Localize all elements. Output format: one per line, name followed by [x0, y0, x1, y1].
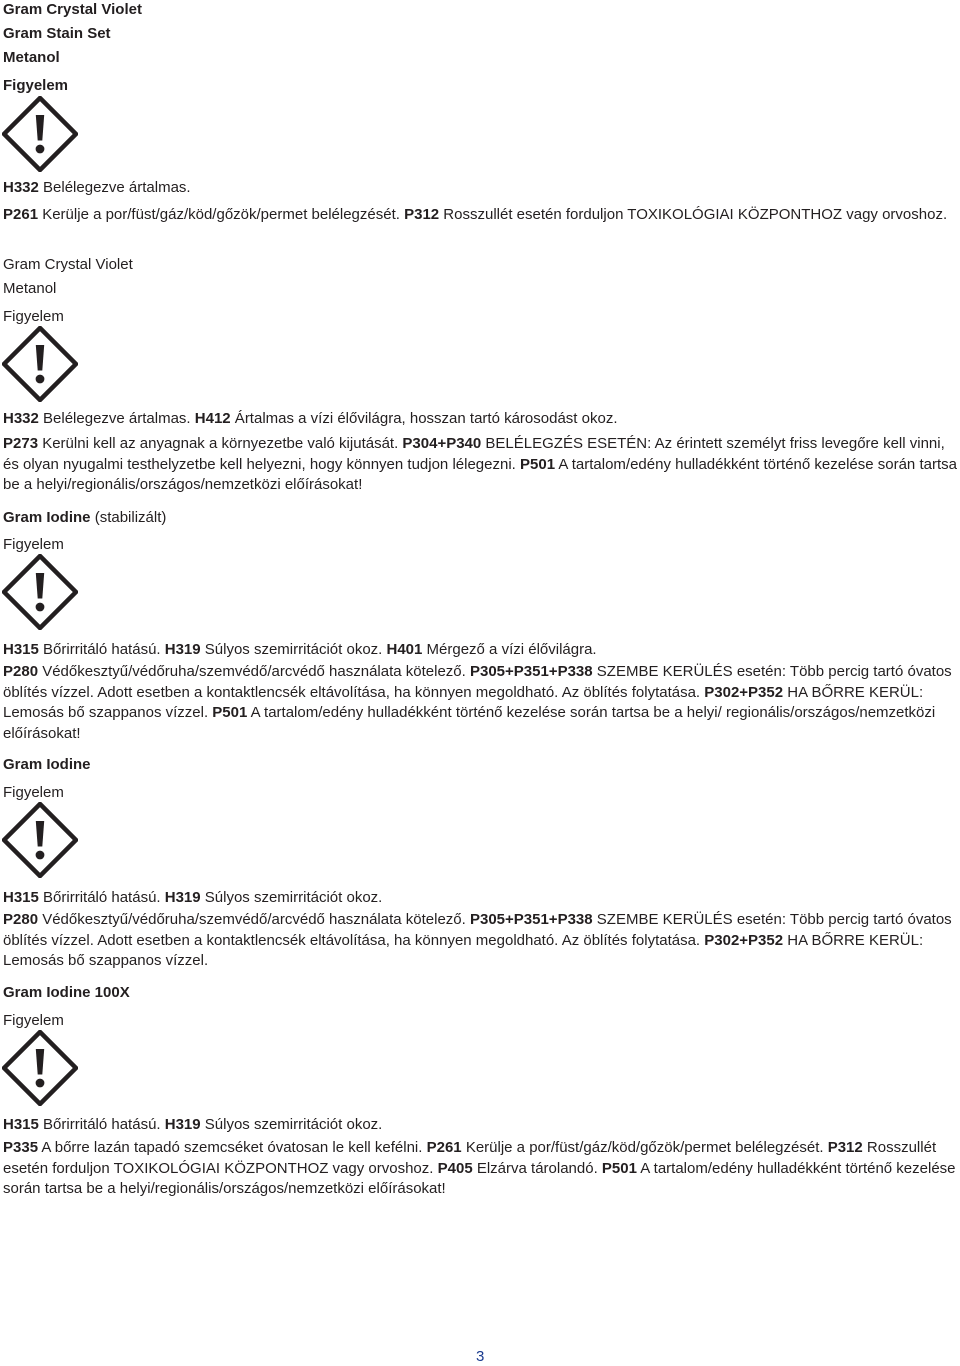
statement-text: Súlyos szemirritációt okoz. — [200, 1116, 383, 1133]
statement-code: H319 — [164, 889, 201, 906]
statement-code: H315 — [3, 641, 39, 658]
statement-code: P305+P351+P338 — [469, 663, 593, 680]
statement-code: P280 — [3, 911, 39, 928]
statement-text: A tartalom/edény hulladékként történő kezelése során tartsa be a helyi/regionális/országos/nemzetközi előírásokat! — [3, 1159, 956, 1197]
section-5-signal-word: Figyelem — [3, 1012, 64, 1029]
statement-text: BELÉLEGZÉS ESETÉN: Az érintett személyt friss levegőre kell vinni, és olyan nyugalmi testhelyzetbe kell helyezni, hogy könnyen tudjon lélegezni. — [3, 435, 945, 473]
statement-code: P304+P340 — [402, 435, 482, 452]
statement-text: A tartalom/edény hulladékként történő kezelése során tartsa be a helyi/regionális/országos/nemzetközi előírásokat! — [3, 455, 957, 493]
section-2-signal-word: Figyelem — [3, 308, 64, 325]
statement-text: SZEMBE KERÜLÉS esetén: Több percig tartó óvatos öblítés vízzel. Adott esetben a kontaktlencsék eltávolítása, ha könnyen megoldható. Az öblítés folytatása. — [3, 663, 952, 701]
statement-text: HA BŐRRE KERÜL: Lemosás bő szappanos vízzel. — [3, 931, 924, 969]
statement-text: Rosszullét esetén forduljon TOXIKOLÓGIAI KÖZPONTHOZ vagy orvoshoz. — [3, 1139, 937, 1177]
statement-code: H332 — [3, 179, 39, 196]
section-3-title-bold: Gram Iodine — [3, 509, 91, 526]
statement-code: P261 — [3, 206, 39, 223]
statement-code: P335 — [3, 1139, 39, 1156]
exclamation-mark-icon — [2, 326, 78, 402]
statement-code: P501 — [520, 455, 556, 473]
statement-text: Kerülje a por/füst/gáz/köd/gőzök/permet belélegzését. — [461, 1139, 828, 1156]
section-4-signal-word: Figyelem — [3, 784, 64, 801]
statement-text: Súlyos szemirritációt okoz. — [200, 641, 387, 658]
statement-code: H315 — [3, 1116, 39, 1133]
statement-text: Mérgező a vízi élővilágra. — [422, 641, 597, 658]
statement-code: H319 — [164, 1116, 201, 1133]
section-5-title: Gram Iodine 100X — [3, 984, 130, 1001]
statement-text: Belélegezve ártalmas. — [38, 410, 195, 427]
statement-code: P312 — [404, 206, 440, 223]
exclamation-mark-icon — [2, 802, 78, 878]
statement-text: A tartalom/edény hulladékként történő kezelése során tartsa be a helyi/ regionális/országos/nemzetközi előírásokat! — [3, 704, 936, 742]
statement-text: Belélegezve ártalmas. — [38, 179, 191, 196]
statement-code: P273 — [3, 435, 39, 452]
section-5-precautionary-statements — [3, 1138, 958, 1200]
statement-code: P312 — [827, 1139, 863, 1156]
section-4-precautionary-statements — [3, 910, 958, 972]
section-1-title-3: Metanol — [3, 49, 60, 66]
exclamation-mark-icon — [2, 1030, 78, 1106]
statement-text: A bőrre lazán tapadó szemcséket óvatosan le kell kefélni. — [38, 1139, 427, 1156]
statement-code: P305+P351+P338 — [469, 911, 593, 928]
statement-code: P405 — [437, 1159, 473, 1177]
section-4-hazard-statements — [3, 888, 958, 909]
statement-code: H315 — [3, 889, 39, 906]
section-2-title-2: Metanol — [3, 280, 57, 297]
statement-text: Kerülje a por/füst/gáz/köd/gőzök/permet belélegzését. — [38, 206, 405, 223]
section-3-precautionary-statements — [3, 662, 958, 744]
statement-text: SZEMBE KERÜLÉS esetén: Több percig tartó óvatos öblítés vízzel. Adott esetben a kontaktlencsék eltávolítása, ha könnyen megoldható. Az öblítés folytatása. — [3, 911, 952, 949]
section-3-signal-word: Figyelem — [3, 536, 64, 553]
section-5-hazard-statements — [3, 1115, 958, 1136]
statement-text: Védőkesztyű/védőruha/szemvédő/arcvédő használata kötelező. — [38, 663, 470, 680]
section-1-hazard-statements — [3, 178, 958, 199]
statement-text: Kerülni kell az anyagnak a környezetbe való kijutását. — [38, 435, 403, 452]
section-2-title-1: Gram Crystal Violet — [3, 256, 133, 273]
section-2-hazard-statements — [3, 409, 958, 430]
statement-text: Bőrirritáló hatású. — [38, 889, 165, 906]
section-3-title — [3, 508, 958, 529]
section-1-precautionary-statements — [3, 205, 958, 226]
exclamation-mark-icon — [2, 554, 78, 630]
statement-text: Ártalmas a vízi élővilágra, hosszan tartó károsodást okoz. — [230, 410, 618, 427]
statement-text: Rosszullét esetén forduljon TOXIKOLÓGIAI KÖZPONTHOZ vagy orvoshoz. — [439, 206, 948, 223]
statement-code: P280 — [3, 663, 39, 680]
statement-code: P501 — [601, 1159, 637, 1177]
statement-code: H332 — [3, 410, 39, 427]
section-1-title-1: Gram Crystal Violet — [3, 1, 142, 18]
statement-code: P501 — [212, 704, 248, 721]
statement-text: HA BŐRRE KERÜL: Lemosás bő szappanos vízzel. — [3, 683, 924, 721]
section-2-precautionary-statements — [3, 434, 958, 496]
statement-code: H319 — [164, 641, 201, 658]
statement-text: Bőrirritáló hatású. — [38, 1116, 165, 1133]
statement-code: H401 — [386, 641, 423, 658]
section-1-signal-word: Figyelem — [3, 77, 69, 94]
statement-text: Bőrirritáló hatású. — [38, 641, 165, 658]
section-3-title-rest: (stabilizált) — [90, 509, 167, 526]
exclamation-mark-icon — [2, 96, 78, 172]
section-1-title-2: Gram Stain Set — [3, 25, 111, 42]
statement-text: Elzárva tárolandó. — [472, 1159, 602, 1177]
section-3-hazard-statements — [3, 640, 958, 661]
statement-text: Védőkesztyű/védőruha/szemvédő/arcvédő használata kötelező. — [38, 911, 470, 928]
statement-code: P261 — [426, 1139, 462, 1156]
page-number: 3 — [476, 1348, 485, 1365]
section-4-title: Gram Iodine — [3, 756, 91, 773]
statement-text: Súlyos szemirritációt okoz. — [200, 889, 383, 906]
statement-code: P302+P352 — [704, 683, 784, 701]
statement-code: H412 — [194, 410, 231, 427]
statement-code: P302+P352 — [704, 931, 784, 949]
